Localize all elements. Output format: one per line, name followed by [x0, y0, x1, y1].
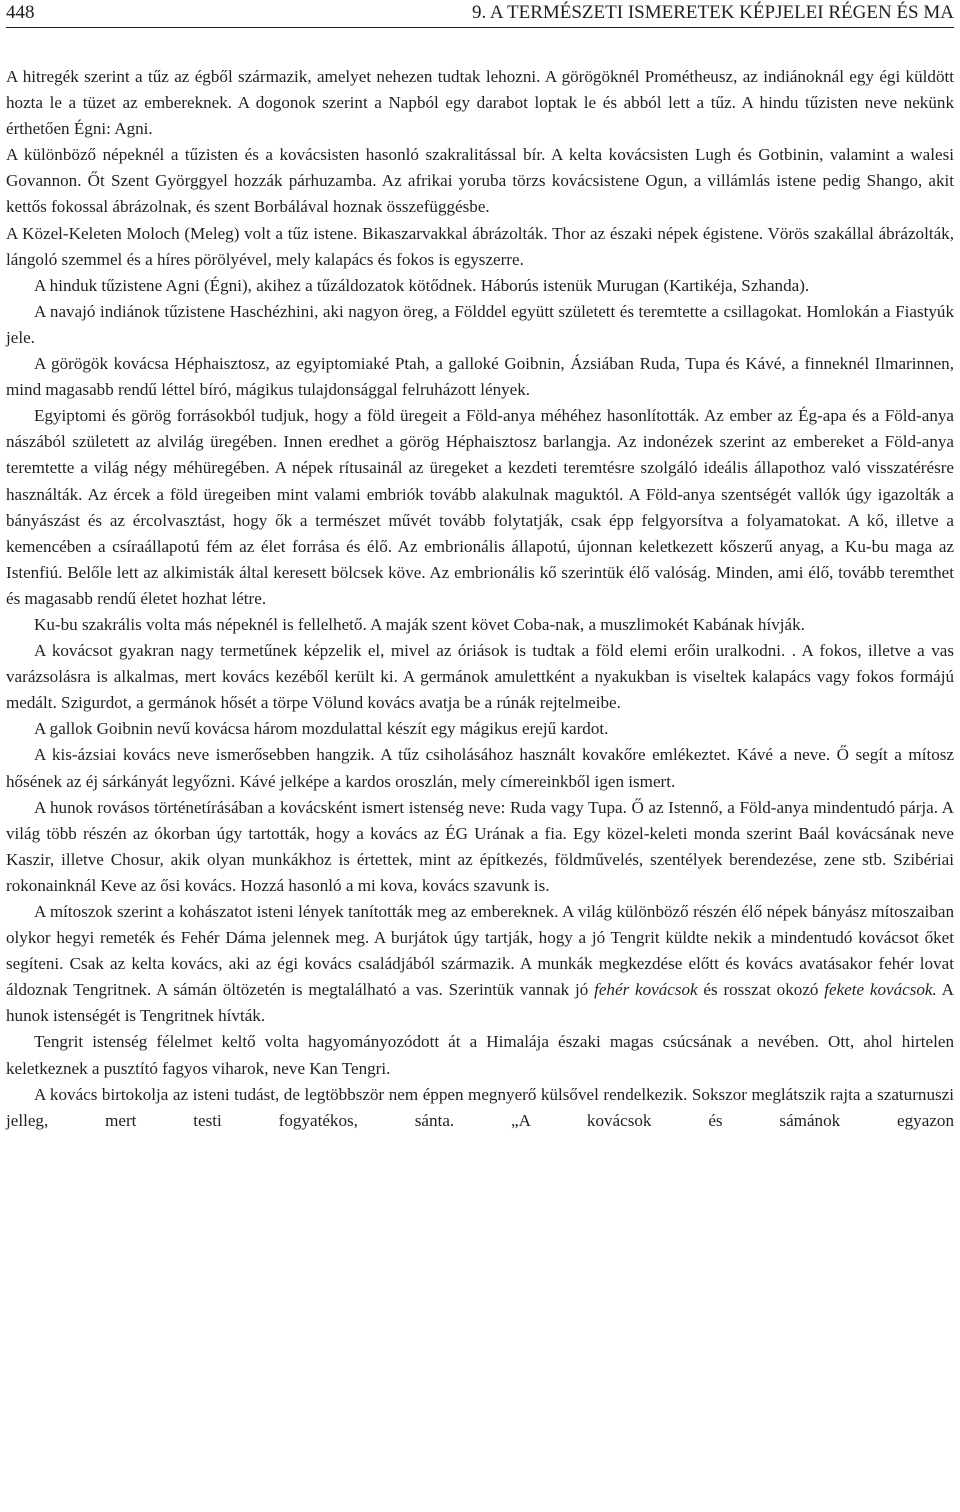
paragraph-text: és rosszat okozó — [697, 980, 825, 1000]
paragraph: Ku-bu szakrális volta más népeknél is fellelhető. A maják szent követ Coba-nak, a muszlimokét Kabának hívják. — [34, 614, 805, 634]
paragraph — [6, 899, 954, 1029]
paragraph: Egyiptomi és görög forrásokból tudjuk, hogy a föld üregeit a Föld-anya méhéhez hasonlították. Az ember az Ég-apa és a Föld-anya nászából született az alvilág üregében. Innen eredhet a görög Héphaisztosz barlangja. Az indonézek szerint az embereket a Föld-anya teremtette a világ négy méhüregében. A népek rítusainál az üregeket a kezdeti teremtésre szolgáló ideális állapothoz való visszatérésre használták. Az ércek a föld üregeiben mint valami embriók tovább alakulnak maguktól. A Föld-anya szentségét vallók úgy igazolták a bányászást és az ércolvasztást, hogy ők a természet művét tovább folytatják, csak épp felgyorsítva a folyamatokat. A kő, illetve a kemencében a csíraállapotú fém az élet forrása és élő. Az embrionális állapotú, újonnan keletkezett kőszerű anyag, a Ku-bu maga az Istenfiú. Belőle lett az alkimisták által keresett bölcsek köve. Az embrionális kő szerintük élő valóság. Minden, ami élő, tovább teremthet és magasabb rendű életet hozhat létre. — [6, 406, 954, 608]
chapter-title: 9. A TERMÉSZETI ISMERETEK KÉPJELEI RÉGEN ÉS MA — [471, 2, 954, 23]
page-header — [6, 0, 954, 30]
paragraph: A hinduk tűzistene Agni (Égni), akihez a tűzáldozatok kötődnek. Háborús istenük Murugan (Kartikéja, Szhanda). — [34, 275, 810, 295]
paragraph: A hunok rovásos történetírásában a kovácsként ismert istenség neve: Ruda vagy Tupa. Ő az Istennő, a Föld-anya mindentudó párja. A világ több részén az ókorban úgy tartották, hogy a kovács az ÉG Urának a fia. Egy közel-keleti monda szerint Baál kovácsának neve Kaszir, illetve Chosur, akik olyan munkákhoz is értettek, mint az építkezés, földművelés, szentélyek berendezése, zene stb. Szibériai rokonainknál Keve az ősi kovács. Hozzá hasonló a mi kova, kovács szavunk is. — [6, 797, 954, 895]
paragraph-text: A mítoszok szerint a kohászatot isteni lények tanították meg az embereknek. A világ különböző részén élő népek bányász mítoszaiban olykor hegyi remeték és Fehér Dáma jelennek meg. A burjátok úgy tartják, hogy a jó Tengrit küldte nekik a mindentudó kovácsot őket segíteni. Csak az kelta kovács, aki az égi kovács családjából származik. A munkák megkezdése előtt és kovács avatásakor fehér lovat áldoznak Tengritnek. A sámán öltözetén is megtalálható a vas. Szerintük vannak jó — [6, 902, 954, 1000]
paragraph: A navajó indiánok tűzistene Haschézhini, aki nagyon öreg, a Földdel együtt született és teremtette a csillagokat. Homlokán a Fiastyúk jele. — [6, 301, 954, 347]
body-text — [6, 64, 954, 1134]
paragraph: A Közel-Keleten Moloch (Meleg) volt a tűz istene. Bikaszarvakkal ábrázolták. Thor az északi népek égistene. Vörös szakállal ábrázolták, lángoló szemmel és a híres pörölyével, mely kalapács és fokos is egyszerre. — [6, 223, 954, 269]
paragraph: A hitregék szerint a tűz az égből származik, amelyet nehezen tudtak lehozni. A görögöknél Prométheusz, az indiánoknál egy égi küldött hozta le a tüzet az embereknek. A dogonok szerint a Napból egy darabot loptak le és abból lett a tűz. A hindu tűzisten neve nekünk érthetően Égni: Agni. — [6, 67, 954, 139]
paragraph: A gallok Goibnin nevű kovácsa három mozdulattal készít egy mágikus erejű kardot. — [34, 719, 609, 739]
paragraph: A kovács birtokolja az isteni tudást, de legtöbbször nem éppen megnyerő külsővel rendelkezik. Sokszor meglátszik rajta a szaturnuszi jelleg, mert testi fogyatékos, sánta. „A kovácsok és sámánok egyazon — [6, 1084, 954, 1130]
page-number: 448 — [6, 2, 35, 23]
paragraph-text: A hunok istenségét is Tengritnek hívták. — [6, 980, 954, 1026]
paragraph: A kis-ázsiai kovács neve ismerősebben hangzik. A tűz csiholásához használt kovakőre emlékeztet. Kávé a neve. Ő segít a mítosz hősének az éj sárkányát legyőzni. Kávé jelképe a kardos oroszlán, mely címereinkből igen ismert. — [6, 745, 954, 791]
paragraph: A görögök kovácsa Héphaisztosz, az egyiptomiaké Ptah, a galloké Goibnin, Ázsiában Ruda, Tupa és Kávé, a finneknél Ilmarinnen, mind magasabb rendű léttel bíró, mágikus tulajdonsággal felruházott lények. — [6, 354, 954, 400]
paragraph: Tengrit istenség félelmet keltő volta hagyományozódott át a Himalája északi magas csúcsának a nevében. Ott, ahol hirtelen keletkeznek a pusztító fagyos viharok, neve Kan Tengri. — [6, 1032, 954, 1078]
paragraph: A különböző népeknél a tűzisten és a kovácsisten hasonló szakralitással bír. A kelta kovácsisten Lugh és Gotbinin, valamint a walesi Govannon. Őt Szent Györggyel hozzák párhuzamba. Az afrikai yoruba törzs kovácsistene Ogun, a villámlás istene pedig Shango, akit kettős fokossal ábrázolnak, és szent Borbálával hoznak összefüggésbe. — [6, 145, 954, 217]
header-rule — [6, 27, 954, 28]
paragraph: A kovácsot gyakran nagy termetűnek képzelik el, mivel az óriások is tudtak a föld elemi erőin uralkodni. . A fokos, illetve a vas varázsolásra is alkalmas, mert kovács kezéből került ki. A germánok amulettként a nyakukban is viseltek kalapács vagy fokos formájú medált. Szigurdot, a germánok hősét a törpe Völund kovács avatja be a rúnák rejtelmeibe. — [6, 641, 954, 713]
italic-term: fehér kovácsok — [594, 980, 698, 1000]
italic-term: fekete kovácsok. — [824, 980, 937, 1000]
